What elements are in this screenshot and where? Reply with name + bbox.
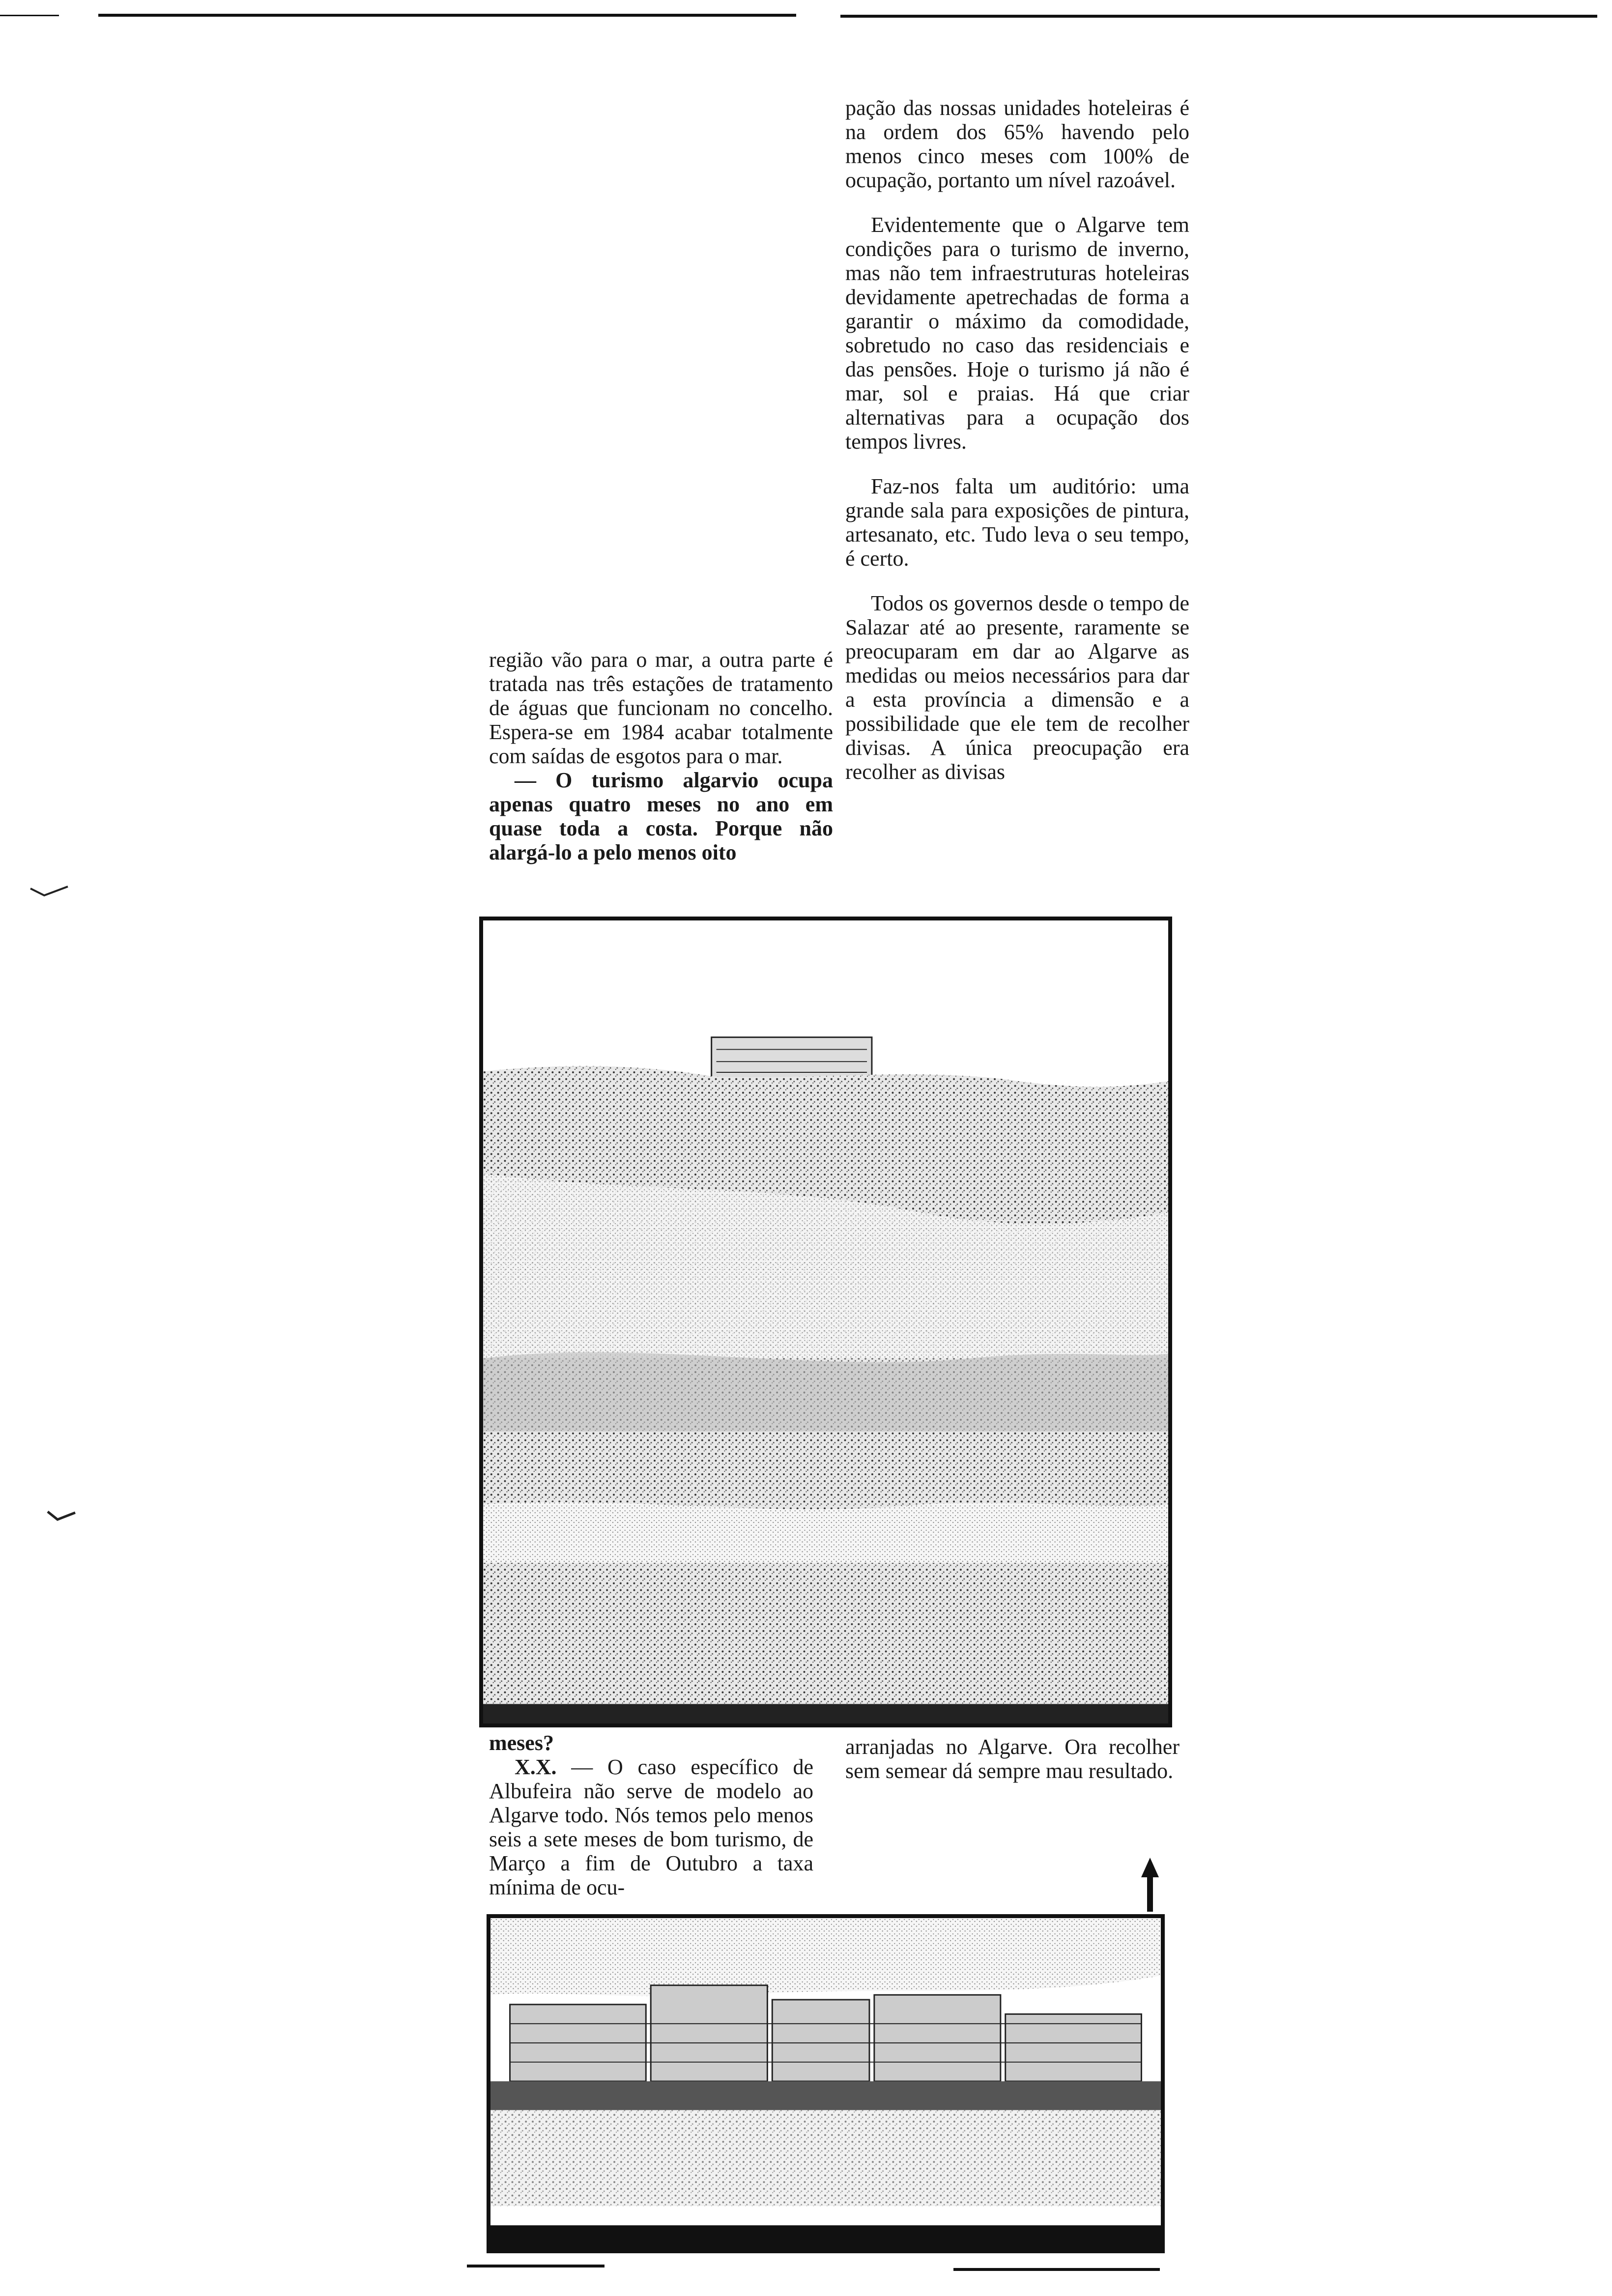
answer-label: X.X. (515, 1755, 557, 1779)
bottom-rule-right (953, 2268, 1160, 2271)
cliffs-with-hotel-photo (479, 917, 1172, 1727)
answer-text: — O caso específico de Albufeira não serve de modelo ao Algarve todo. Nós temos pelo menos seis a sete meses de bom turismo, de Março a fim de Outubro a taxa mínima de ocu- (489, 1755, 814, 1899)
paragraph: pação das nossas unidades hoteleiras é na ordem dos 65% havendo pelo menos cinco meses com 100% de ocupação, portanto um nível razoável. (845, 96, 1189, 192)
seafront-hotels-photo (487, 1914, 1165, 2253)
margin-mark-icon (47, 1509, 76, 1523)
article-column-right-top (845, 96, 1189, 784)
article-column-left-bottom (489, 1731, 813, 1899)
photo-graphic (490, 1918, 1161, 2249)
margin-mark-icon (29, 885, 69, 899)
article-column-left-top (489, 648, 833, 864)
photo-graphic (483, 920, 1168, 1723)
paragraph: Evidentemente que o Algarve tem condições para o turismo de inverno, mas não tem infraestruturas hoteleiras devidamente apetrechadas de forma a garantir o máximo da comodidade, sobretudo no caso das residenciais e das pensões. Hoje o turismo já não é mar, sol e praias. Há que criar alternativas para a ocupação dos tempos livres. (845, 213, 1189, 454)
top-rule-center-left (98, 14, 796, 17)
paragraph: Todos os governos desde o tempo de Salazar até ao presente, raramente se preocuparam em dar ao Algarve as medidas ou meios necessários para dar a esta província a dimensão e a possibilidade que ele tem de recolher divisas. A única preocupação era recolher as divisas (845, 591, 1189, 784)
interview-answer (489, 1755, 813, 1899)
top-rule-center-right (840, 15, 1597, 18)
article-column-right-bottom (845, 1735, 1180, 1783)
top-rule-left (0, 15, 59, 16)
interview-question-end: meses? (489, 1731, 554, 1755)
paragraph: Faz-nos falta um auditório: uma grande sala para exposições de pintura, artesanato, etc. Tudo leva o seu tempo, é certo. (845, 474, 1189, 571)
paragraph: região vão para o mar, a outra parte é tratada nas três estações de tratamento de águas que funcionam no concelho. Espera-se em 1984 acabar totalmente com saídas de esgotos para o mar. (489, 648, 833, 768)
bottom-rule-left (467, 2265, 604, 2267)
paragraph: arranjadas no Algarve. Ora recolher sem semear dá sempre mau resultado. (845, 1735, 1180, 1783)
continuation-arrow-icon (1140, 1858, 1160, 1912)
interview-question: — O turismo algarvio ocupa apenas quatro meses no ano em quase toda a costa. Porque não alargá-lo a pelo menos oito (489, 768, 833, 864)
